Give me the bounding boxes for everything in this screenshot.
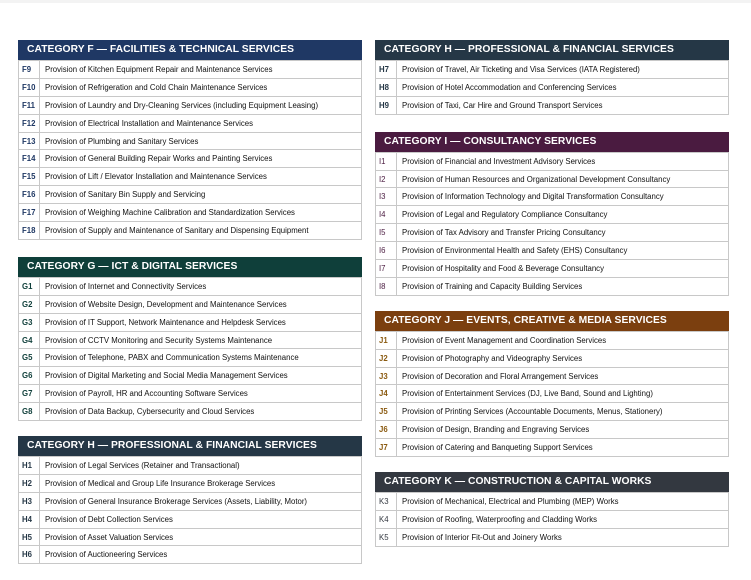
service-description: Provision of Medical and Group Life Insurance Brokerage Services [40,474,362,492]
table-row [376,331,729,349]
category-f-section [18,40,362,240]
table-row [19,96,362,114]
service-description: Provision of Travel, Air Ticketing and Visa Services (IATA Registered) [397,61,729,79]
service-code: I8 [376,277,397,295]
table-row [19,367,362,385]
category-i-section [375,132,729,296]
category-h-right-table [375,60,729,115]
table-row [376,385,729,403]
service-description: Provision of Environmental Health and Safety (EHS) Consultancy [397,242,729,260]
service-code: H6 [19,546,40,564]
service-code: I4 [376,206,397,224]
service-description: Provision of Supply and Maintenance of Sanitary and Dispensing Equipment [40,222,362,240]
service-code: J7 [376,439,397,457]
service-description: Provision of Legal and Regulatory Compliance Consultancy [397,206,729,224]
service-description: Provision of Tax Advisory and Transfer Pricing Consultancy [397,224,729,242]
service-code: F11 [19,96,40,114]
service-code: J5 [376,403,397,421]
service-code: F9 [19,61,40,79]
category-h-left-section [18,436,362,564]
service-description: Provision of CCTV Monitoring and Security Systems Maintenance [40,331,362,349]
table-row [376,367,729,385]
service-code: H1 [19,457,40,475]
table-row [19,510,362,528]
service-code: G1 [19,277,40,295]
service-code: I3 [376,188,397,206]
table-row [376,188,729,206]
service-description: Provision of Training and Capacity Building Services [397,277,729,295]
table-row [19,546,362,564]
service-code: G5 [19,349,40,367]
service-description: Provision of General Building Repair Works and Painting Services [40,150,362,168]
category-k-section [375,472,729,547]
service-code: F12 [19,114,40,132]
service-description: Provision of Design, Branding and Engraving Services [397,421,729,439]
table-row [19,114,362,132]
service-code: G2 [19,295,40,313]
table-row [376,349,729,367]
service-description: Provision of Hospitality and Food & Beverage Consultancy [397,260,729,278]
service-code: J1 [376,331,397,349]
service-description: Provision of Weighing Machine Calibration and Standardization Services [40,204,362,222]
table-row [19,150,362,168]
table-row [19,385,362,403]
service-code: G3 [19,313,40,331]
table-row [19,313,362,331]
service-code: H2 [19,474,40,492]
service-description: Provision of Mechanical, Electrical and Plumbing (MEP) Works [397,493,729,511]
left-column [18,40,362,579]
service-code: I1 [376,152,397,170]
table-row [19,186,362,204]
table-row [376,96,729,114]
service-code: F10 [19,78,40,96]
table-row [19,528,362,546]
service-description: Provision of Printing Services (Accountable Documents, Menus, Stationery) [397,403,729,421]
table-row [376,260,729,278]
service-code: J3 [376,367,397,385]
category-g-section [18,257,362,421]
document-page [0,3,751,580]
service-code: K3 [376,493,397,511]
service-description: Provision of Auctioneering Services [40,546,362,564]
service-description: Provision of Hotel Accommodation and Conferencing Services [397,78,729,96]
right-column [375,40,729,562]
service-code: J6 [376,421,397,439]
service-description: Provision of Event Management and Coordination Services [397,331,729,349]
category-g-table [18,277,362,421]
service-code: H5 [19,528,40,546]
table-row [376,528,729,546]
table-row [376,421,729,439]
table-row [19,61,362,79]
service-code: I5 [376,224,397,242]
service-code: H9 [376,96,397,114]
category-k-header: CATEGORY K — CONSTRUCTION & CAPITAL WORKS [375,472,729,492]
service-code: J2 [376,349,397,367]
service-description: Provision of Payroll, HR and Accounting Software Services [40,385,362,403]
table-row [19,168,362,186]
table-row [19,403,362,421]
service-code: G4 [19,331,40,349]
service-description: Provision of Data Backup, Cybersecurity and Cloud Services [40,403,362,421]
table-row [19,78,362,96]
service-code: F16 [19,186,40,204]
service-description: Provision of Telephone, PABX and Communication Systems Maintenance [40,349,362,367]
table-row [376,493,729,511]
service-code: G7 [19,385,40,403]
category-h-right-header: CATEGORY H — PROFESSIONAL & FINANCIAL SERVICES [375,40,729,60]
table-row [19,222,362,240]
service-description: Provision of Plumbing and Sanitary Services [40,132,362,150]
category-h-left-table [18,456,362,564]
service-description: Provision of Website Design, Development and Maintenance Services [40,295,362,313]
service-description: Provision of Information Technology and Digital Transformation Consultancy [397,188,729,206]
service-description: Provision of Decoration and Floral Arrangement Services [397,367,729,385]
service-description: Provision of Lift / Elevator Installation and Maintenance Services [40,168,362,186]
service-description: Provision of Laundry and Dry-Cleaning Services (including Equipment Leasing) [40,96,362,114]
service-description: Provision of Catering and Banqueting Support Services [397,439,729,457]
service-description: Provision of Photography and Videography Services [397,349,729,367]
service-code: G8 [19,403,40,421]
table-row [376,170,729,188]
table-row [376,152,729,170]
service-code: I2 [376,170,397,188]
table-row [19,132,362,150]
service-code: F14 [19,150,40,168]
table-row [19,204,362,222]
service-description: Provision of Refrigeration and Cold Chain Maintenance Services [40,78,362,96]
service-description: Provision of Interior Fit-Out and Joinery Works [397,528,729,546]
table-row [19,457,362,475]
table-row [19,331,362,349]
service-code: F17 [19,204,40,222]
category-h-left-header: CATEGORY H — PROFESSIONAL & FINANCIAL SERVICES [18,436,362,456]
service-code: F15 [19,168,40,186]
table-row [376,242,729,260]
service-description: Provision of Debt Collection Services [40,510,362,528]
table-row [376,277,729,295]
service-description: Provision of Asset Valuation Services [40,528,362,546]
table-row [376,78,729,96]
service-description: Provision of Human Resources and Organizational Development Consultancy [397,170,729,188]
table-row [19,295,362,313]
service-code: K4 [376,510,397,528]
table-row [376,510,729,528]
table-row [376,439,729,457]
category-h-right-section [375,40,729,115]
service-code: K5 [376,528,397,546]
service-code: G6 [19,367,40,385]
table-row [376,61,729,79]
table-row [19,277,362,295]
category-f-table [18,60,362,240]
service-code: J4 [376,385,397,403]
category-g-header: CATEGORY G — ICT & DIGITAL SERVICES [18,257,362,277]
service-description: Provision of Digital Marketing and Social Media Management Services [40,367,362,385]
service-code: F13 [19,132,40,150]
table-row [19,474,362,492]
service-code: H8 [376,78,397,96]
service-description: Provision of General Insurance Brokerage Services (Assets, Liability, Motor) [40,492,362,510]
service-description: Provision of Sanitary Bin Supply and Servicing [40,186,362,204]
category-f-header: CATEGORY F — FACILITIES & TECHNICAL SERVICES [18,40,362,60]
category-j-header: CATEGORY J — EVENTS, CREATIVE & MEDIA SERVICES [375,311,729,331]
table-row [376,403,729,421]
category-i-header: CATEGORY I — CONSULTANCY SERVICES [375,132,729,152]
service-description: Provision of Internet and Connectivity Services [40,277,362,295]
table-row [376,206,729,224]
table-row [19,349,362,367]
category-j-table [375,331,729,457]
category-k-table [375,492,729,547]
service-code: H7 [376,61,397,79]
service-description: Provision of Financial and Investment Advisory Services [397,152,729,170]
service-code: I6 [376,242,397,260]
service-description: Provision of Electrical Installation and Maintenance Services [40,114,362,132]
service-description: Provision of IT Support, Network Maintenance and Helpdesk Services [40,313,362,331]
table-row [19,492,362,510]
category-j-section [375,311,729,457]
table-row [376,224,729,242]
service-description: Provision of Taxi, Car Hire and Ground Transport Services [397,96,729,114]
service-description: Provision of Kitchen Equipment Repair and Maintenance Services [40,61,362,79]
service-description: Provision of Entertainment Services (DJ, Live Band, Sound and Lighting) [397,385,729,403]
category-i-table [375,152,729,296]
service-code: H4 [19,510,40,528]
service-description: Provision of Legal Services (Retainer and Transactional) [40,457,362,475]
service-code: F18 [19,222,40,240]
service-code: H3 [19,492,40,510]
service-code: I7 [376,260,397,278]
service-description: Provision of Roofing, Waterproofing and Cladding Works [397,510,729,528]
